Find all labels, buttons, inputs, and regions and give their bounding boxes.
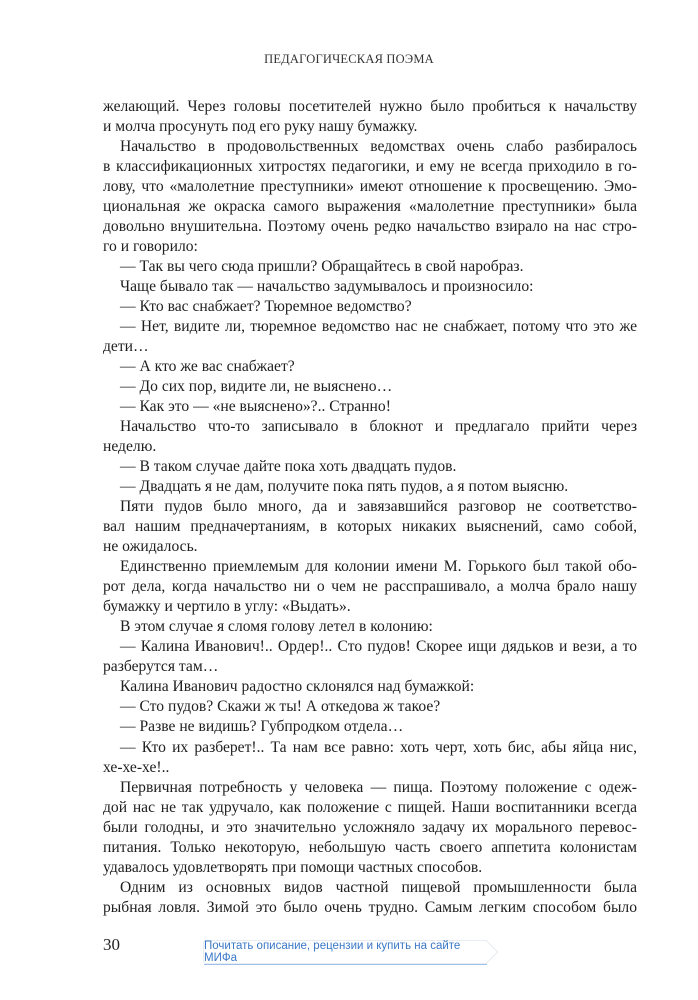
text-line: Одним из основных видов частной пищевой промышленности была <box>120 878 637 896</box>
paragraph <box>103 497 637 557</box>
text-line: неделю. <box>103 438 157 456</box>
paragraph <box>103 557 637 617</box>
paragraph <box>103 738 637 778</box>
text-line: — Как это — «не выяснено»?.. Странно! <box>120 398 391 416</box>
text-line: Начальство что-то записывало в блокнот и предлагало прийти через <box>120 418 637 436</box>
text-line: были голодны, и это значительно усложняло задачу их морального перевос- <box>103 818 637 836</box>
paragraph <box>103 417 637 457</box>
text-line: Единственно приемлемым для колонии имени М. Горького был такой обо- <box>120 558 637 576</box>
text-line: — Разве не видишь? Губпродком отдела… <box>120 718 404 736</box>
text-line: — Кто вас снабжает? Тюремное ведомство? <box>120 298 412 316</box>
text-line: удавалось удовлетворять при помощи частных способов. <box>103 858 483 876</box>
buy-link[interactable]: Почитать описание, рецензии и купить на сайте МИФа <box>204 940 487 965</box>
paragraph <box>103 97 637 137</box>
text-line: желающий. Через головы посетителей нужно было пробиться к начальству <box>103 98 637 115</box>
paragraph <box>103 637 637 677</box>
text-line: рот дела, когда начальство ни о чем не расспрашивало, а молча брало нашу <box>103 578 637 596</box>
paragraph <box>103 357 637 377</box>
text-line: бумажку и чертило в углу: «Выдать». <box>103 598 351 616</box>
text-line: — Калина Иванович!.. Ордер!.. Сто пудов! Скорее ищи дядьков и вези, а то <box>120 638 637 656</box>
body-text <box>103 97 637 918</box>
text-line: — А кто же вас снабжает? <box>120 358 295 376</box>
text-line: — До сих пор, видите ли, не выяснено… <box>120 378 393 396</box>
paragraph <box>103 297 637 317</box>
text-line: го и говорило: <box>103 238 198 256</box>
paragraph <box>103 377 637 397</box>
paragraph <box>103 397 637 417</box>
text-line: дой нас не так удручало, как положение с пищей. Наши воспитанники всегда <box>103 798 637 816</box>
text-line: вал нашим предначертаниям, в которых никаких выяснений, само собой, <box>103 518 637 536</box>
paragraph <box>103 778 637 878</box>
text-line: рыбная ловля. Зимой это было очень трудно. Самым легким способом было <box>103 898 637 916</box>
running-head: ПЕДАГОГИЧЕСКАЯ ПОЭМА <box>264 52 434 66</box>
text-line: Первичная потребность у человека — пища. Поэтому положение с одеж- <box>120 778 637 796</box>
text-line: — Кто их разберет!.. Та нам все равно: хоть черт, хоть бис, абы яйца нис, <box>120 738 637 756</box>
paragraph <box>103 878 637 918</box>
paragraph <box>103 457 637 477</box>
text-line: — В таком случае дайте пока хоть двадцать пудов. <box>120 458 457 476</box>
text-line: довольно внушительна. Поэтому очень редко начальство взирало на нас стро- <box>103 218 637 236</box>
text-line: Начальство в продовольственных ведомствах очень слабо разбиралось <box>120 138 637 156</box>
text-line: — Нет, видите ли, тюремное ведомство нас не снабжает, потому что это же <box>120 318 637 336</box>
page-number: 30 <box>103 935 120 954</box>
text-line: В этом случае я сломя голову летел в колонию: <box>120 618 433 636</box>
text-line: не ожидалось. <box>103 538 198 556</box>
paragraph <box>103 257 637 277</box>
paragraph <box>103 317 637 357</box>
text-line: Пяти пудов было много, да и завязавшийся разговор не соответство- <box>120 498 637 516</box>
paragraph <box>103 617 637 637</box>
paragraph <box>103 137 637 257</box>
text-line: Чаще бывало так — начальство задумывалось и произносило: <box>120 278 534 296</box>
paragraph <box>103 477 637 497</box>
text-line: — Сто пудов? Скажи ж ты! А откедова ж такое? <box>120 698 441 716</box>
text-line: хе-хе-хе!.. <box>103 758 170 776</box>
text-line: дети… <box>103 338 149 356</box>
paragraph <box>103 277 637 297</box>
paragraph <box>103 697 637 717</box>
text-line: Калина Иванович радостно склонялся над бумажкой: <box>120 678 475 696</box>
buy-link-banner[interactable] <box>203 940 487 964</box>
text-line: в классификационных хитростях педагогики, и ему не всегда приходило в го- <box>103 158 637 176</box>
text-line: — Так вы чего сюда пришли? Обращайтесь в свой наробраз. <box>120 258 524 276</box>
text-line: — Двадцать я не дам, получите пока пять пудов, а я потом выясню. <box>120 478 569 496</box>
text-line: питания. Только некоторую, небольшую часть своего аппетита колонистам <box>103 838 637 856</box>
paragraph <box>103 717 637 737</box>
text-line: и молча просунуть под его руку нашу бумажку. <box>103 118 418 136</box>
text-line: разберутся там… <box>103 658 219 676</box>
paragraph <box>103 677 637 697</box>
text-line: циональная же окраска самого выражения «малолетние преступники» была <box>103 198 637 216</box>
text-line: лову, что «малолетние преступники» имеют отношение к просвещению. Эмо- <box>103 178 637 196</box>
